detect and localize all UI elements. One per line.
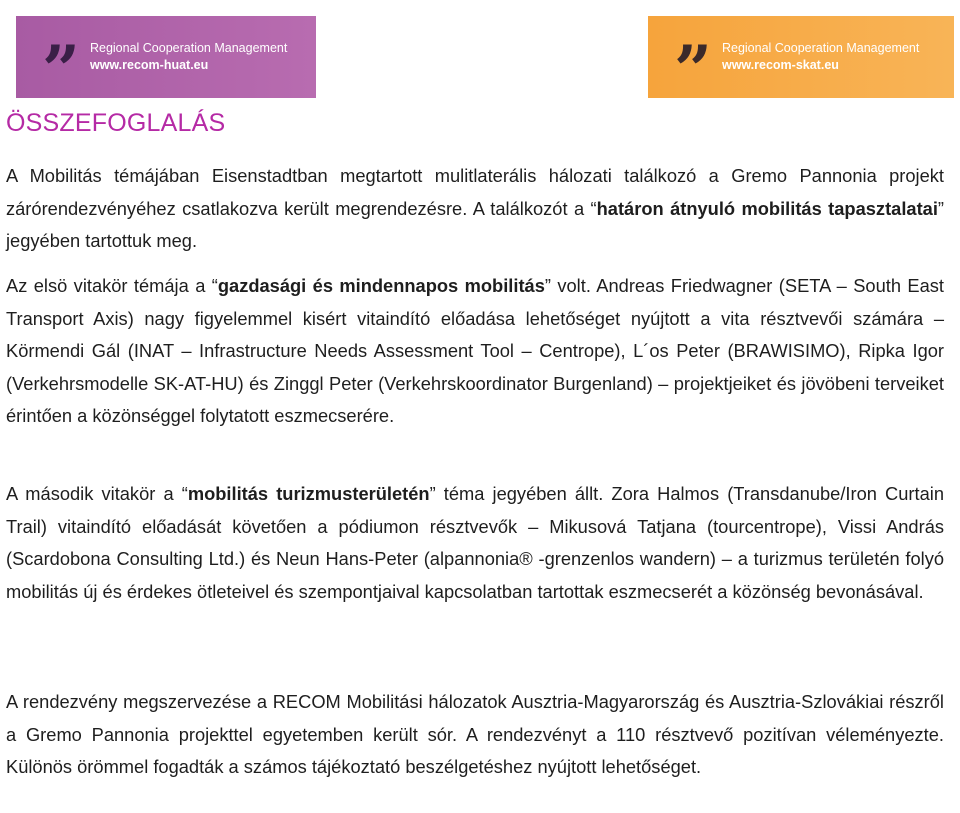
logo-title: Regional Cooperation Management	[89, 41, 288, 55]
page-title: ÖSSZEFOGLALÁS	[6, 109, 226, 137]
text-span: ” volt. Andreas Friedwagner (SETA – South East Transport Axis) nagy figyelemmel kisért vitaindító előadása lehetőséget nyújtott a vita résztvevői számára – Körmendi Gál (INAT – Infrastructure Needs Assessment Tool – Centrope), L´os Peter (BRAWISIMO), Ripka Igor (Verkehrsmodelle SK-AT-HU) és Zinggl Peter (Verkehrskoordinator Burgenland) – projektjeiket és jövöbeni terveiket érintően a közönséggel folytatott eszmecserére.	[6, 275, 944, 427]
logo-url: www.recom-huat.eu	[89, 58, 209, 72]
paragraph-closing: A rendezvény megszervezése a RECOM Mobilitási hálozatok Ausztria-Magyarország és Ausztria-Szlovákiai részről a Gremo Pannonia projekttel egyetemben került sór. A rendezvényt a 110 résztvevő pozitívan véleményezte. Különös örömmel fogadták a számos tájékoztató beszélgetéshez nyújtott lehetőséget.	[6, 691, 944, 778]
quote-mark-icon: ”	[42, 31, 76, 109]
bold-topic: határon átnyuló mobilitás tapasztalatai	[596, 197, 938, 219]
recom-skat-logo	[648, 16, 954, 109]
paragraph-first-round	[6, 270, 944, 433]
recom-huat-logo	[16, 16, 316, 109]
text-span: ” téma jegyében állt. Zora Halmos (Transdanube/Iron Curtain Trail) vitaindító előadását követően a pódiumon résztvevők – Mikusová Tatjana (tourcentrope), Vissi András (Scardobona Consulting Ltd.) és Neun Hans-Peter (alpannonia® -grenzenlos wandern) – a turizmus területén folyó mobilitás új és érdekes ötleteivel és szempontjaival kapcsolatban tartottak eszmecserét a közönség bevonásával.	[6, 483, 944, 602]
text-span: A Mobilitás témájában Eisenstadtban megtartott mulitlaterális hálozati találkozó a Gremo Pannonia projekt zárórendezvényéhez csatlakozva került megrendezésre. A találkozót a “	[6, 165, 944, 219]
paragraph-intro	[6, 160, 944, 258]
quote-mark-icon: ”	[674, 31, 708, 109]
text-span: A második vitakör a “	[6, 483, 188, 504]
text-span: Az elsö vitakör témája a “	[6, 275, 218, 296]
paragraph-second-round	[6, 478, 944, 608]
logo-url: www.recom-skat.eu	[721, 58, 839, 72]
text-span: ” jegyében tartottuk meg.	[6, 197, 944, 252]
bold-topic: mobilitás turizmusterületén	[187, 483, 430, 504]
logo-title: Regional Cooperation Management	[721, 41, 920, 55]
bold-topic: gazdasági és mindennapos mobilitás	[217, 275, 545, 296]
